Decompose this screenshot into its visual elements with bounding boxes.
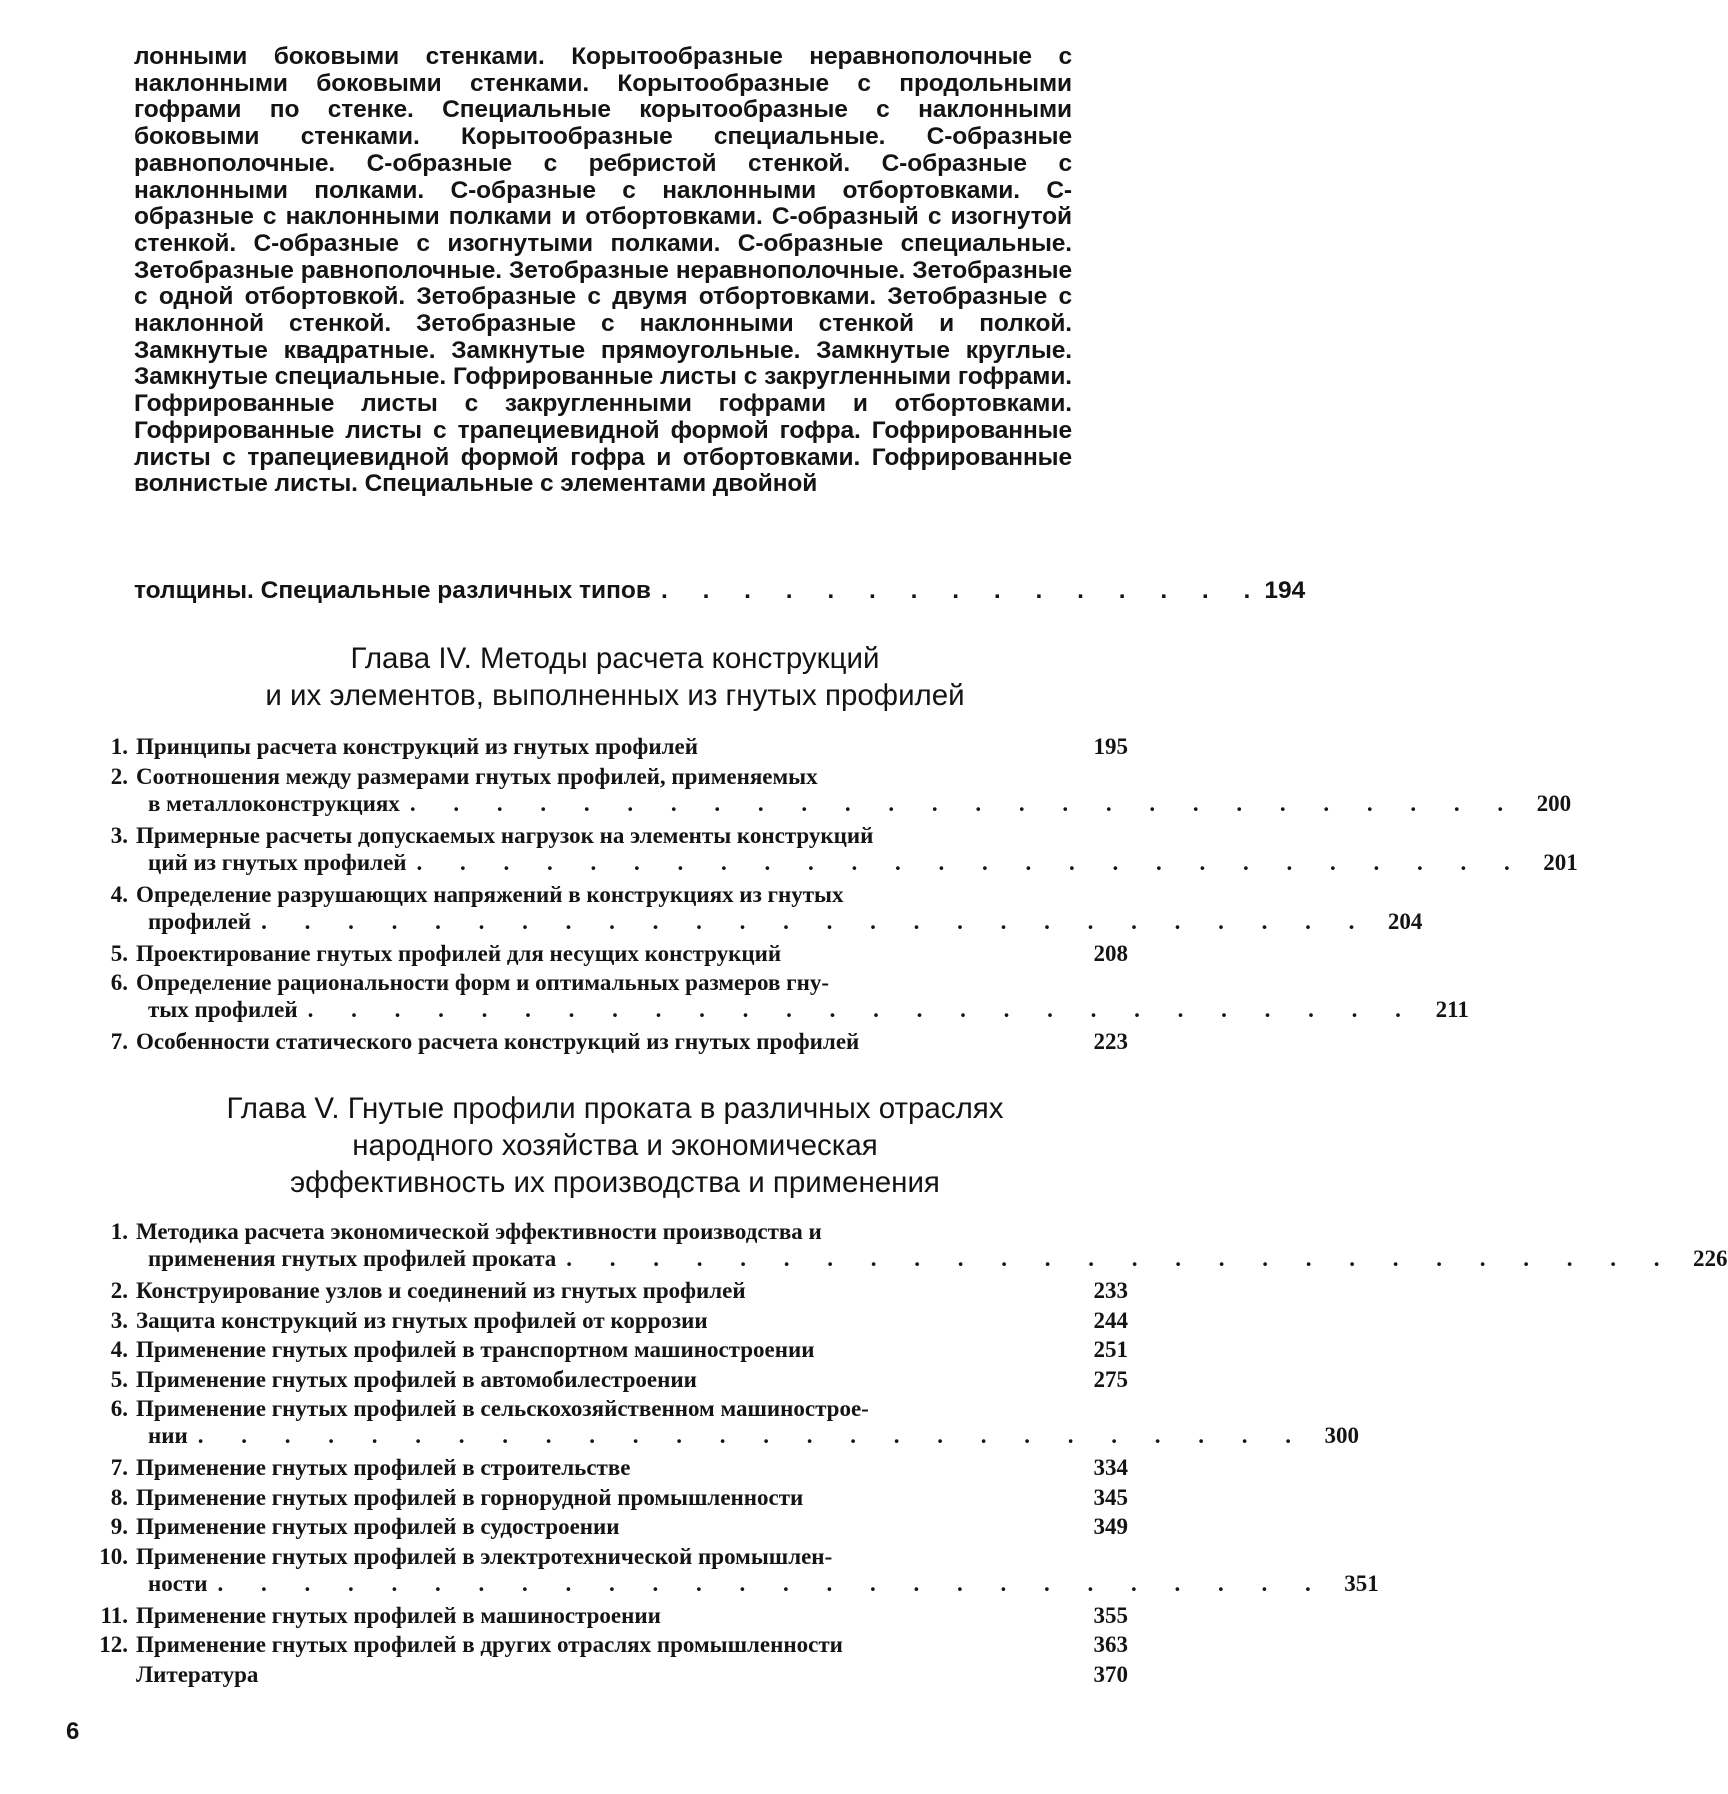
toc-entry-page: 363 bbox=[1093, 1632, 1128, 1657]
toc-entry[interactable] bbox=[88, 733, 1128, 760]
toc-entry-title: Особенности статического расчета конструкций из гнутых профилей bbox=[136, 1029, 860, 1054]
dot-leader: . . . . . . . . . . . . . . . . . . . . . . . . . . bbox=[261, 908, 1371, 934]
toc-entry[interactable] bbox=[88, 969, 1469, 1023]
toc-entry-title: Проектирование гнутых профилей для несущих конструкций bbox=[136, 940, 782, 966]
toc-entry-title: Применение гнутых профилей в сельскохозяйственном машинострое- bbox=[136, 1396, 869, 1421]
toc-entry[interactable] bbox=[88, 1366, 1128, 1393]
toc-entry-number: 8. bbox=[110, 1484, 128, 1510]
toc-entry[interactable] bbox=[88, 940, 1128, 967]
toc-entry-title: Защита конструкций из гнутых профилей от коррозии bbox=[136, 1307, 708, 1333]
dot-leader: . . . . . . . . . . . . . . . . . . . . . . . . . . bbox=[197, 1423, 1308, 1448]
toc-entry[interactable] bbox=[88, 1513, 1128, 1540]
intro-paragraph: лонными боковыми стенками. Корытообразные неравнополочные с наклонными боковыми стенками. Корытообразные с продольными гофрами по стенке. Специальные корытообразные с наклонными боковыми стенками. Корытообразные специальные. С-образные равнополочные. С-образные с ребристой стенкой. С-образные с наклонными полками. С-образные с наклонными отбортовками. С-образные с наклонными полками и отбортовками. С-образный с изогнутой стенкой. С-образные с изогнутыми полками. С-образные специальные. Зетобразные равнополочные. Зетобразные неравнополочные. Зетобразные с одной отбортовкой. Зетобразные с двумя отбортовками. Зетобразные с наклонной стенкой. Зетобразные с наклонными стенкой и полкой. Замкнутые квадратные. Замкнутые прямоугольные. Замкнутые круглые. Замкнутые специальные. Гофрированные листы с закругленными гофрами. Гофрированные листы с закругленными гофрами и отбортовками. Гофрированные листы с трапециевидной формой гофра. Гофрированные листы с трапециевидной формой гофра и отбортовками. Гофрированные волнистые листы. Специальные с элементами двойной bbox=[134, 43, 1072, 498]
toc-entry[interactable] bbox=[88, 1631, 1128, 1658]
toc-entry[interactable] bbox=[88, 1543, 1379, 1597]
toc-entry-title: Применение гнутых профилей в других отраслях промышленности bbox=[136, 1632, 843, 1657]
toc-entry-page: 349 bbox=[1093, 1514, 1128, 1539]
toc-entry[interactable] bbox=[88, 1454, 1128, 1481]
toc-entry-number: 6. bbox=[110, 1396, 128, 1421]
toc-entry-number: 10. bbox=[99, 1543, 128, 1569]
toc-entry-page: 233 bbox=[1093, 1278, 1128, 1303]
toc-entry-page: 195 bbox=[1093, 734, 1128, 759]
toc-entry-title: Литература bbox=[136, 1661, 259, 1687]
dot-leader: . . . . . . . . . . . . . . . . . . . . . . . . . . bbox=[416, 849, 1526, 875]
toc-entry-title: Применение гнутых профилей в строительстве bbox=[136, 1455, 631, 1480]
toc-entry-title-continued: в металлоконструкциях bbox=[148, 790, 400, 816]
toc-entry-number: 11. bbox=[100, 1602, 128, 1628]
toc-entry-title: Применение гнутых профилей в горнорудной промышленности bbox=[136, 1484, 804, 1510]
toc-entry-page: 201 bbox=[1543, 849, 1578, 875]
toc-entry-number: 1. bbox=[110, 734, 128, 759]
toc-entry-page: 370 bbox=[1093, 1661, 1128, 1687]
toc-entry[interactable] bbox=[88, 1307, 1128, 1334]
toc-entry-number bbox=[88, 1661, 136, 1688]
toc-entry-page: 251 bbox=[1093, 1337, 1128, 1362]
toc-entry-title-continued: профилей bbox=[148, 908, 252, 934]
toc-entry-page: 244 bbox=[1093, 1307, 1128, 1333]
chapter-5-title-line1: Глава V. Гнутые профили проката в различных отраслях bbox=[226, 1092, 1004, 1125]
toc-entry-title: Применение гнутых профилей в судостроении bbox=[136, 1514, 620, 1539]
toc-entry[interactable] bbox=[88, 1218, 1728, 1272]
toc-entry-title: Применение гнутых профилей в транспортном машиностроении bbox=[136, 1337, 815, 1362]
chapter-4-title-line2: и их элементов, выполненных из гнутых профилей bbox=[265, 679, 965, 712]
toc-entry-title-continued: ности bbox=[148, 1570, 208, 1596]
toc-entry[interactable] bbox=[88, 1336, 1128, 1363]
toc-entry-number: 6. bbox=[110, 970, 128, 995]
intro-last-line-text: толщины. Специальные различных типов bbox=[134, 577, 651, 604]
toc-entry-title-continued: нии bbox=[148, 1423, 188, 1448]
toc-entry-number: 3. bbox=[110, 1307, 128, 1333]
toc-entry-page: 351 bbox=[1344, 1570, 1379, 1596]
chapter-4-title bbox=[100, 640, 1130, 714]
chapter-5-title bbox=[100, 1090, 1130, 1201]
toc-entry-page: 223 bbox=[1093, 1029, 1128, 1054]
chapter-5-title-line3: эффективность их производства и применения bbox=[290, 1166, 940, 1199]
toc-entry-title: Принципы расчета конструкций из гнутых профилей bbox=[136, 734, 698, 759]
toc-entry-page: 200 bbox=[1536, 790, 1572, 816]
page-number: 6 bbox=[66, 1718, 80, 1745]
toc-entry-page: 355 bbox=[1093, 1602, 1128, 1628]
toc-entry-title: Применение гнутых профилей в электротехнической промышлен- bbox=[136, 1543, 833, 1569]
dot-leader: . . . . . . . . . . . . . . . . . . . . . . . . . . bbox=[409, 790, 1520, 816]
toc-entry-number: 12. bbox=[99, 1632, 128, 1657]
toc-entry-number: 2. bbox=[110, 1278, 128, 1303]
toc-entry-title-continued: применения гнутых профилей проката bbox=[148, 1246, 557, 1271]
toc-entry[interactable] bbox=[88, 1661, 1128, 1688]
toc-entry-number: 4. bbox=[110, 1337, 128, 1362]
dot-leader: . . . . . . . . . . . . . . . . . . . . . . . . . . bbox=[307, 997, 1417, 1022]
toc-entry-number: 5. bbox=[110, 940, 128, 966]
toc-entry-page: 211 bbox=[1435, 997, 1469, 1022]
toc-entry-title: Определение рациональности форм и оптимальных размеров гну- bbox=[136, 970, 829, 995]
toc-entry[interactable] bbox=[88, 1277, 1128, 1304]
toc-entry-number: 5. bbox=[110, 1366, 128, 1392]
toc-entry[interactable] bbox=[88, 822, 1578, 876]
toc-entry-title: Примерные расчеты допускаемых нагрузок на элементы конструкций bbox=[136, 822, 874, 848]
toc-entry-title-continued: ций из гнутых профилей bbox=[148, 849, 407, 875]
toc-entry-page: 208 bbox=[1093, 940, 1128, 966]
toc-entry-page: 345 bbox=[1093, 1484, 1128, 1510]
intro-last-line bbox=[134, 577, 1306, 605]
toc-entry-number: 9. bbox=[110, 1514, 128, 1539]
toc-entry[interactable] bbox=[88, 1395, 1360, 1449]
intro-page-number: 194 bbox=[1264, 577, 1306, 604]
toc-entry-title: Применение гнутых профилей в машиностроении bbox=[136, 1602, 661, 1628]
toc-entry-page: 204 bbox=[1387, 908, 1423, 934]
chapter-4-title-line1: Глава IV. Методы расчета конструкций bbox=[350, 642, 880, 675]
dot-leader: . . . . . . . . . . . . . . . bbox=[660, 577, 1265, 604]
toc-entry-number: 7. bbox=[110, 1029, 128, 1054]
toc-entry-page: 334 bbox=[1093, 1455, 1128, 1480]
toc-entry[interactable] bbox=[88, 881, 1423, 935]
toc-entry-title: Соотношения между размерами гнутых профилей, применяемых bbox=[136, 763, 818, 789]
toc-entry[interactable] bbox=[88, 1028, 1128, 1055]
toc-entry-number: 4. bbox=[110, 881, 128, 907]
dot-leader: . . . . . . . . . . . . . . . . . . . . . . . . . . bbox=[566, 1246, 1676, 1271]
toc-entry-title: Определение разрушающих напряжений в конструкциях из гнутых bbox=[136, 881, 844, 907]
toc-entry[interactable] bbox=[88, 1484, 1128, 1511]
toc-entry-number: 1. bbox=[110, 1219, 128, 1244]
toc-entry-number: 3. bbox=[110, 822, 128, 848]
toc-entry-title: Методика расчета экономической эффективности производства и bbox=[136, 1219, 822, 1244]
toc-entry-number: 2. bbox=[110, 763, 128, 789]
toc-entry-title: Конструирование узлов и соединений из гнутых профилей bbox=[136, 1278, 746, 1303]
toc-entry-title: Применение гнутых профилей в автомобилестроении bbox=[136, 1366, 697, 1392]
toc-entry[interactable] bbox=[88, 1602, 1128, 1629]
dot-leader: . . . . . . . . . . . . . . . . . . . . . . . . . . bbox=[217, 1570, 1327, 1596]
toc-entry[interactable] bbox=[88, 763, 1572, 817]
chapter-5-title-line2: народного хозяйства и экономическая bbox=[352, 1129, 878, 1162]
toc-entry-title-continued: тых профилей bbox=[148, 997, 298, 1022]
toc-entry-page: 275 bbox=[1093, 1366, 1128, 1392]
toc-entry-number: 7. bbox=[110, 1455, 128, 1480]
toc-entry-page: 226 bbox=[1693, 1246, 1728, 1271]
toc-entry-page: 300 bbox=[1324, 1423, 1360, 1448]
